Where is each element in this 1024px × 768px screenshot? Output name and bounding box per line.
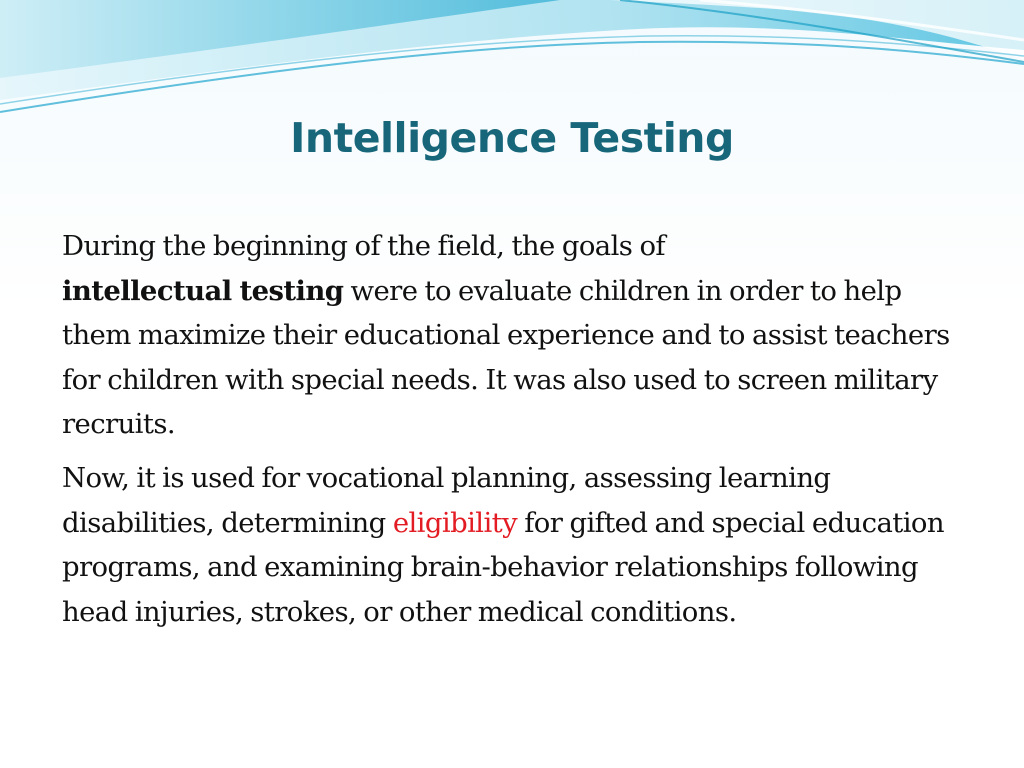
paragraph2-suffix: for gifted and special education programs, and examining brain-behavior relationships following head injuries, strokes, or other medical conditions. [62, 506, 944, 628]
paragraph1-prefix: During the beginning of the field, the goals of [62, 230, 665, 262]
slide-title: Intelligence Testing [290, 114, 734, 162]
eligibility-term: eligibility [392, 506, 518, 539]
header-wave-decoration [0, 0, 1024, 120]
paragraph-current-uses [62, 456, 977, 634]
intellectual-testing-term: intellectual testing [62, 274, 344, 307]
slide-body [62, 224, 977, 643]
paragraph-intellectual-testing [62, 224, 977, 447]
paragraph1-suffix: were to evaluate children in order to help them maximize their educational experience and to assist teachers for children with special needs. It was also used to screen military recruits. [62, 274, 950, 441]
paragraph2-prefix: Now, it is used for vocational planning, assessing learning disabilities, determining [62, 461, 831, 539]
